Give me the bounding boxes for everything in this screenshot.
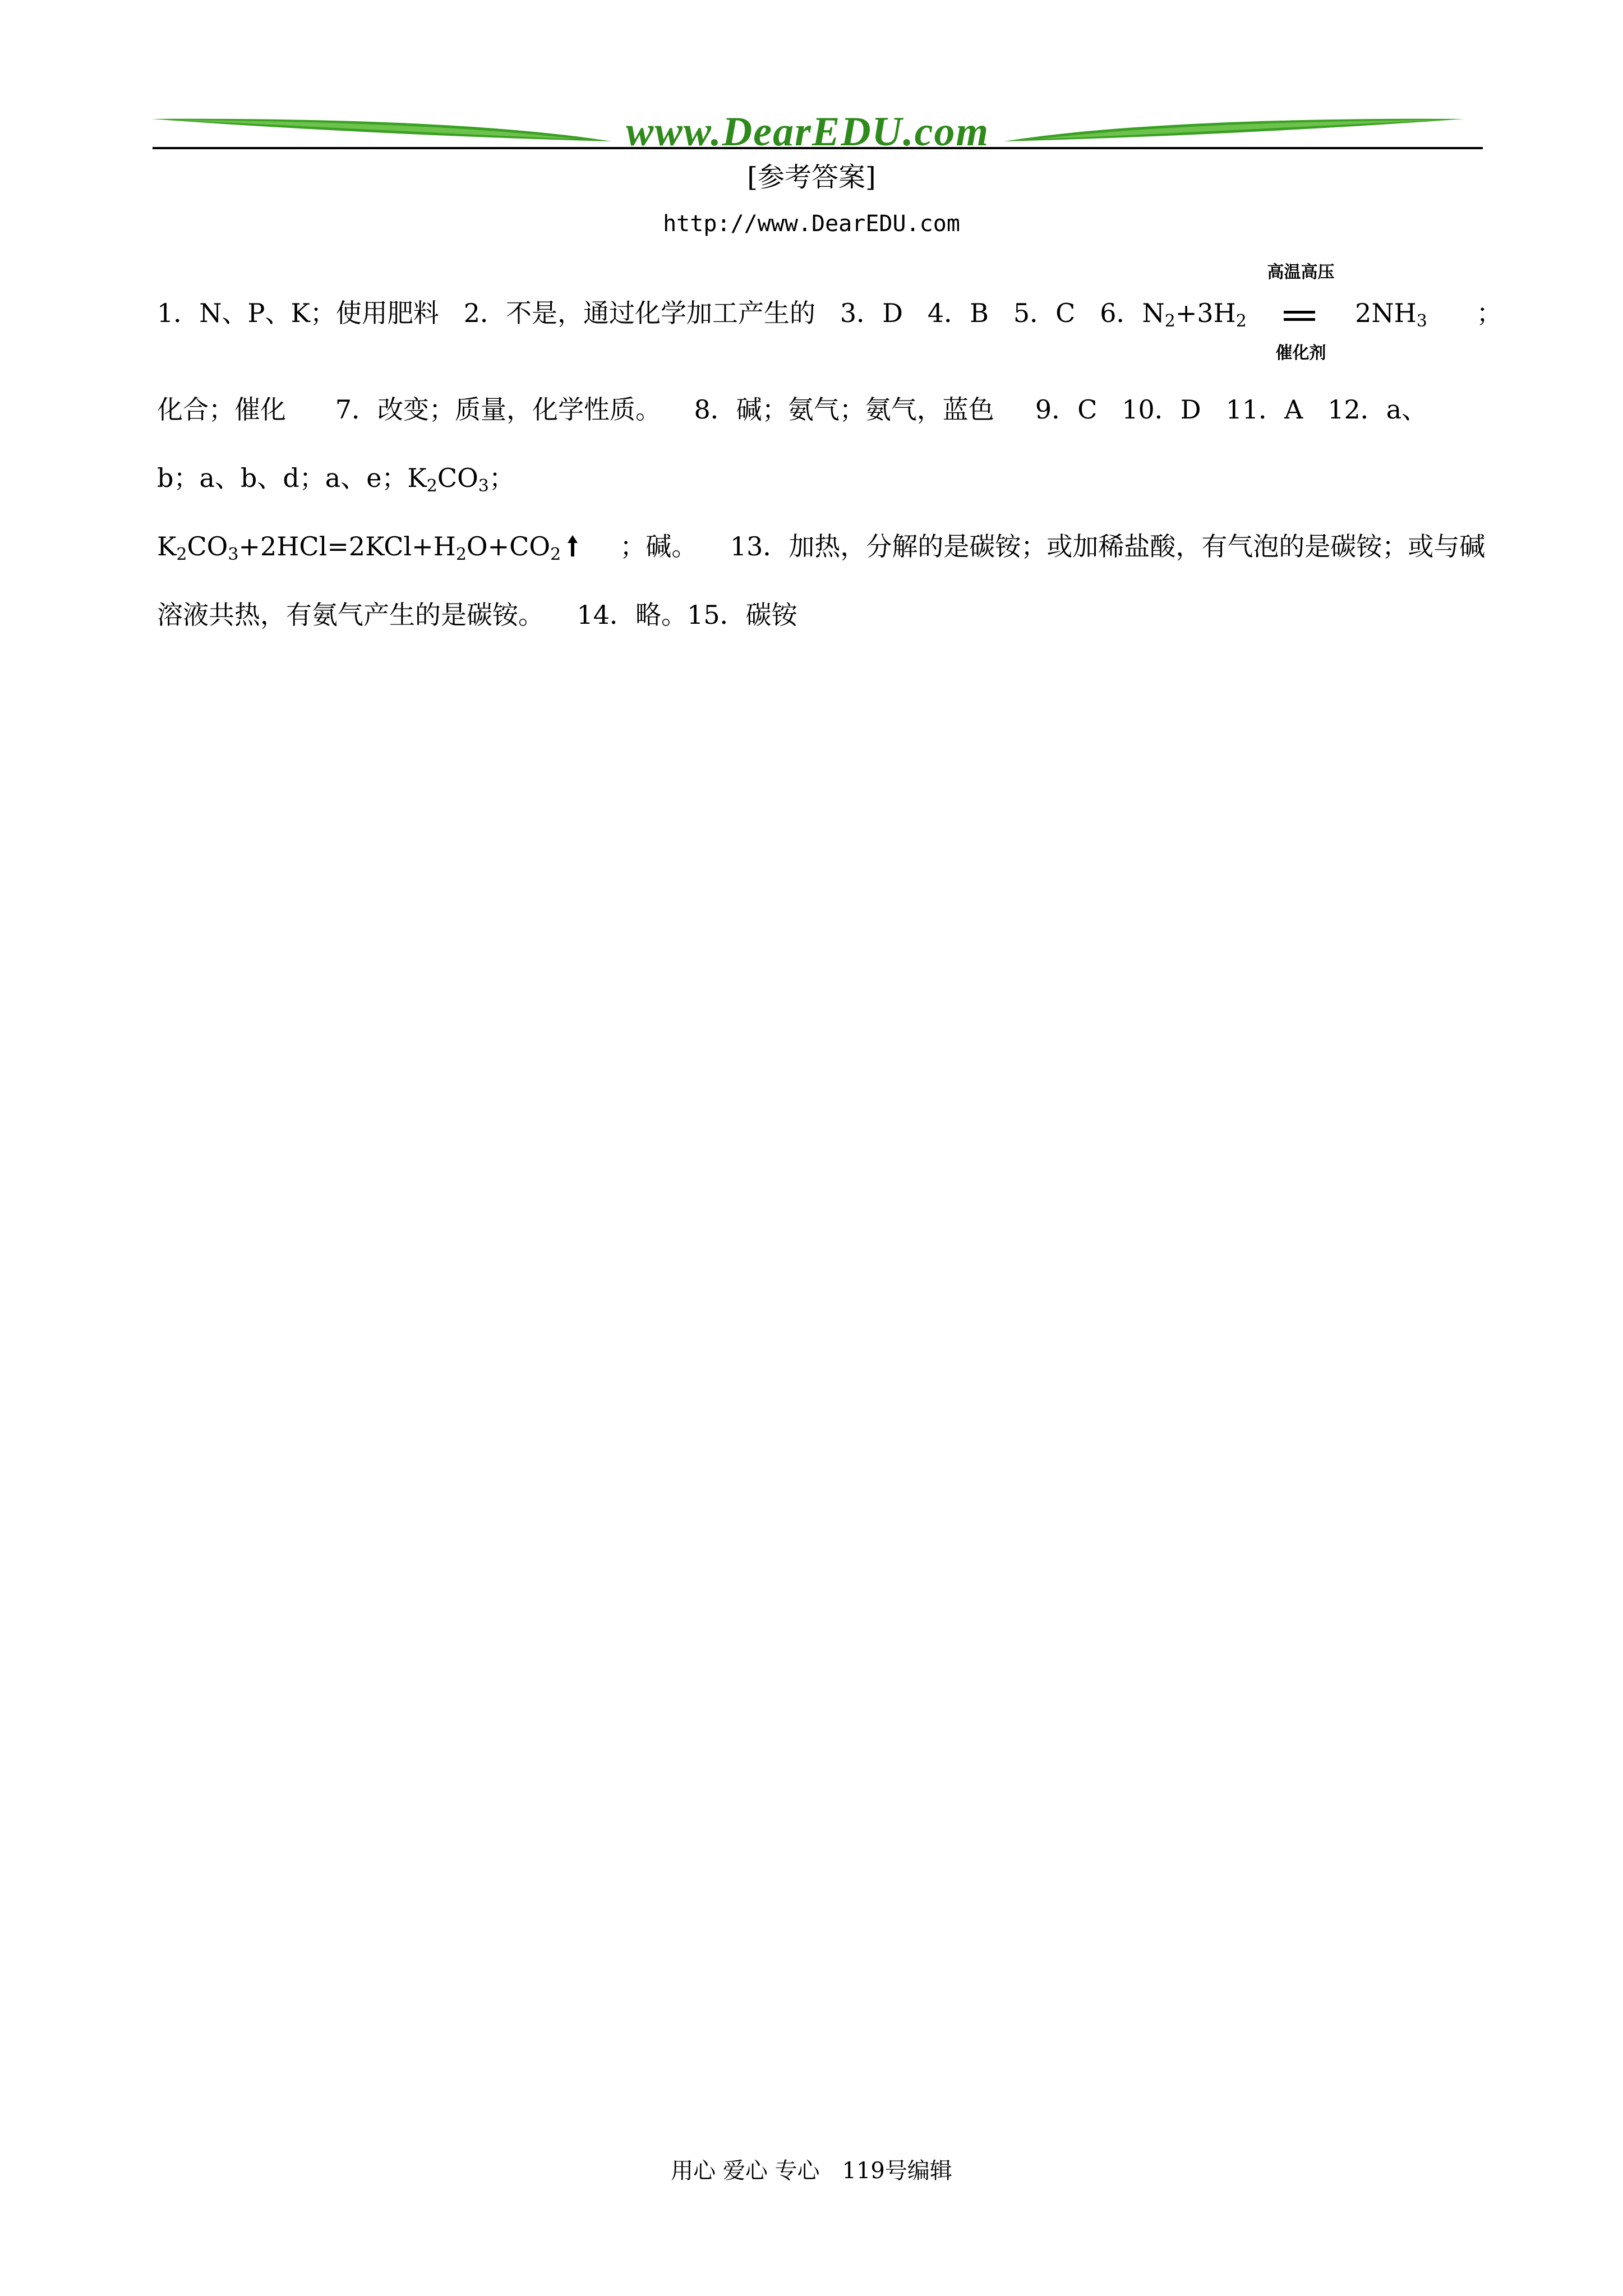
equals-sign-icon [1284, 311, 1315, 321]
answer-line-1 [157, 263, 1502, 363]
answer-5: 5．C [1013, 298, 1076, 328]
answer-14: 14．略。 [577, 600, 688, 630]
answer-12-cont: b；a、b、d；a、e；$K_2CO_3$； [157, 463, 515, 496]
answer-12-start: 12．a、 [1327, 394, 1428, 425]
answer-7: 7．改变；质量，化学性质。 [335, 394, 662, 425]
answer-line-2 [157, 393, 1482, 426]
answer-line-4 [157, 530, 1486, 564]
answer-line-5 [157, 598, 1482, 632]
line-end-punct: ； [1476, 298, 1502, 328]
answer-2: 2．不是，通过化学加工产生的 [463, 298, 815, 328]
answer-6-reactants: 6．$N_2+3H_2$ [1100, 298, 1247, 331]
site-logo-banner [151, 107, 1464, 157]
header-divider [153, 147, 1483, 149]
answer-3: 3．D [840, 298, 903, 328]
answer-13-cont: 溶液共热，有氨气产生的是碳铵。 [157, 600, 544, 630]
answer-6-product: $2NH_3$ [1355, 298, 1427, 331]
logo-text: www.DearEDU.com [625, 109, 990, 155]
reaction-condition [1261, 263, 1340, 363]
gas-arrow-up-icon [566, 534, 579, 558]
page-title: [参考答案] [747, 162, 876, 193]
chemical-equation: $K_2CO_3+2HCl=2KCl+H_2O+CO_2$ [157, 531, 561, 564]
site-url: http://www.DearEDU.com [663, 211, 960, 237]
answer-8: 8．碱；氨气；氨气，蓝色 [694, 394, 994, 425]
answer-15: 15．碳铵 [687, 600, 797, 630]
answer-4: 4．B [927, 298, 989, 328]
answer-12-end: ；碱。 [620, 531, 698, 562]
condition-bottom-label: 催化剂 [1275, 343, 1326, 363]
answer-line-3 [157, 461, 1482, 495]
answer-13: 13．加热，分解的是碳铵；或加稀盐酸，有气泡的是碳铵；或与碱 [730, 531, 1486, 562]
answer-9: 9．C [1035, 394, 1098, 425]
page-footer: 用心 爱心 专心 119号编辑 [671, 2158, 952, 2184]
answer-11: 11．A [1225, 394, 1303, 425]
condition-top-label: 高温高压 [1267, 263, 1335, 282]
answer-10: 10．D [1122, 394, 1201, 425]
answer-1: 1．N、P、K；使用肥料 [157, 298, 439, 328]
answer-6-type: 化合；催化 [157, 394, 286, 425]
